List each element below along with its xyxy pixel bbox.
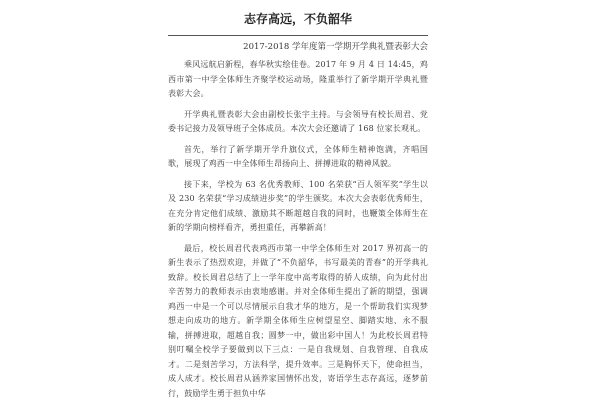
paragraph-1: 乘风远航启新程，春华秋实绘佳卷。2017 年 9 月 4 日 14:45，鸡西市第一中学全体师生齐聚学校运动场，隆重举行了新学期开学典礼暨表彰大会。 bbox=[168, 60, 428, 98]
paragraph-2: 开学典礼暨表彰大会由副校长张宇主持。与会领导有校长周君、党委书记接力及领导班子全体成员。本次大会还邀请了 168 位家长观礼。 bbox=[168, 109, 428, 133]
paragraph-3: 首先，举行了新学期开学升旗仪式，全体师生精神饱满，齐唱国歌，展现了鸡西一中全体师生昂扬向上、拼搏进取的精神风貌。 bbox=[168, 144, 428, 168]
article-subtitle: 2017-2018 学年度第一学期开学典礼暨表彰大会 bbox=[243, 42, 428, 52]
article-title: 志存高远，不负韶华 bbox=[243, 12, 352, 26]
title-divider bbox=[168, 35, 428, 36]
article bbox=[168, 10, 428, 407]
paragraph-4: 接下来，学校为 63 名优秀教师、100 名荣获“百人领军奖”学生以及 230 名荣获“学习成绩进步奖”的学生颁奖。本次大会表彰优秀师生，在充分肯定他们成绩、激励其不断超越自我的同时，也鞭策全体师生在新的学期向榜样看齐，勇担重任，再攀新高！ bbox=[168, 179, 428, 232]
paragraph-5: 最后，校长周君代表鸡西市第一中学全体师生对 2017 界初高一的新生表示了热烈欢迎，并做了“不负韶华，书写最美的青春”的开学典礼致辞。校长周君总结了上一学年度中高考取得的骄人成绩，向为此付出辛苦努力的教师表示由衷地感谢。并对全体师生提出了新的期望，强调鸡西一中是一个可以尽情展示自我才华的地方，是一个帮助我们实现梦想走向成功的地方。新学期全体师生应树望星空、脚踏实地、永不服输，拼搏进取，超越自我；圆梦一中，做出彩中国人！为此校长周君特别叮嘱全校学子要做到以下三点：一是自我规划、自我管理、自我成才。二是刻苦学习，方法科学，提升效率。三是胸怀天下，使命担当，成人成才。校长周君从涵养家国情怀出发，寄语学生志存高远，逐梦前行，鼓励学生勇于担负中华 bbox=[168, 243, 428, 398]
